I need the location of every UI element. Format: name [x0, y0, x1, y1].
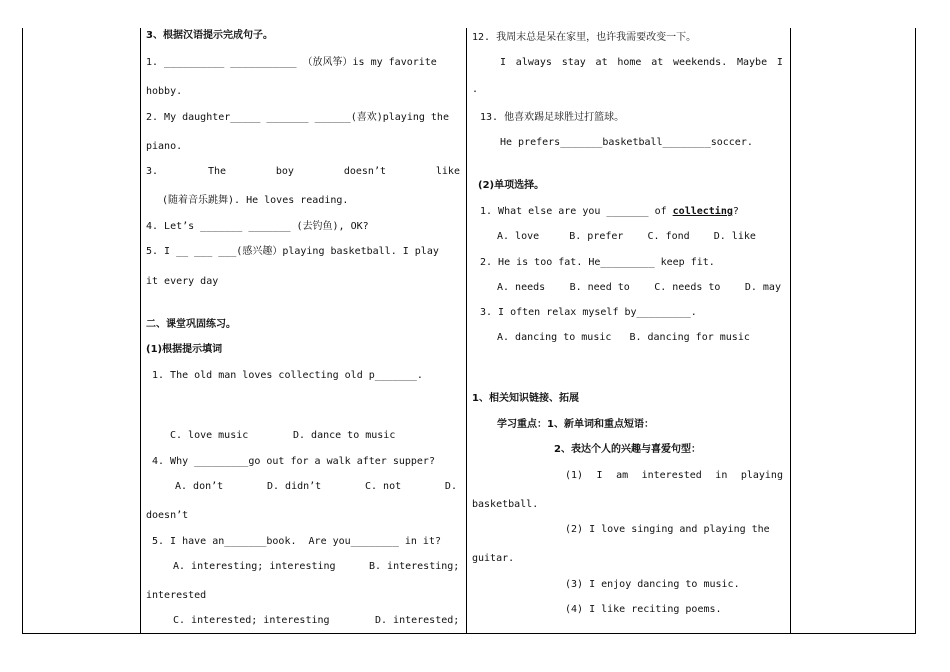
- option-b: B. need to: [569, 282, 630, 293]
- question-4: 4. Why _________go out for a walk after supper?: [152, 456, 435, 467]
- mcq-3: 3. I often relax myself by_________.: [480, 307, 697, 318]
- question-5-option-b-tail: interested: [146, 590, 207, 601]
- section-1-heading: 1、相关知识链接、拓展: [472, 393, 579, 404]
- word: playing: [740, 470, 783, 481]
- question-4-options: [175, 481, 457, 493]
- question-5-option-d: D. interested;: [375, 615, 460, 626]
- sentence-3-line-b: (随着音乐跳舞). He loves reading.: [162, 195, 349, 206]
- question-5-option-b: B. interesting;: [369, 561, 460, 572]
- word: weekends.: [673, 57, 728, 68]
- pattern-1-line-b: basketball.: [472, 499, 539, 510]
- word: I: [776, 57, 783, 68]
- focus-line-1: 学习重点：1、新单词和重点短语：: [497, 419, 654, 430]
- sentence-4: 4. Let’s _______ _______ (去钓鱼), OK?: [146, 221, 369, 232]
- subsection-1-heading: (1)根据提示填词: [146, 344, 223, 355]
- sentence-12-chinese: 12. 我周末总是呆在家里，也许我需要改变一下。: [472, 32, 697, 43]
- question-3-option-d: D. dance to music: [293, 430, 396, 441]
- word: stay: [561, 57, 586, 68]
- word: I: [596, 470, 603, 481]
- question-5-option-a: A. interesting; interesting: [173, 561, 336, 572]
- word: Maybe: [736, 57, 768, 68]
- word: I: [500, 57, 507, 68]
- mcq-1-options: A. love B. prefer C. fond D. like: [497, 231, 756, 242]
- question-5: 5. I have an_______book. Are you________ in it?: [152, 536, 441, 547]
- pattern-2-line-b: guitar.: [472, 553, 515, 564]
- option-c: C. needs to: [654, 282, 721, 293]
- word: always: [515, 57, 552, 68]
- word: boy: [275, 166, 294, 177]
- pattern-3: (3) I enjoy dancing to music.: [565, 579, 740, 590]
- word: The: [207, 166, 226, 177]
- pattern-4: (4) I like reciting poems.: [565, 604, 722, 615]
- option-d: D. may: [744, 282, 781, 293]
- word: in: [715, 470, 728, 481]
- section-2-heading: 二、课堂巩固练习。: [146, 319, 236, 330]
- mcq-1-keyword: collecting: [672, 206, 733, 217]
- mcq-1-text: 1. What else are you _______ of: [480, 206, 673, 217]
- sentence-2-line-b: piano.: [146, 141, 183, 152]
- mcq-2: 2. He is too fat. He_________ keep fit.: [480, 257, 715, 268]
- option-a: A. needs: [497, 282, 546, 293]
- word: like: [435, 166, 460, 177]
- option-a: A. don’t: [175, 481, 224, 492]
- word: home: [617, 57, 642, 68]
- mcq-3-options: A. dancing to music B. dancing for music: [497, 332, 750, 343]
- mcq-1: [480, 206, 739, 218]
- question-1: 1. The old man loves collecting old p_______.: [152, 370, 423, 381]
- question-3-option-c: C. love music: [170, 430, 249, 441]
- word: doesn’t: [343, 166, 386, 177]
- option-d: D. didn’t: [266, 481, 322, 492]
- sentence-13-english: He prefers_______basketball________soccer.: [500, 137, 753, 148]
- sentence-12-english: [500, 57, 783, 69]
- option-c: C. not: [364, 481, 402, 492]
- question-5-option-c: C. interested; interesting: [173, 615, 330, 626]
- word: am: [616, 470, 629, 481]
- sentence-5-line-b: it every day: [146, 276, 219, 287]
- pattern-1-line-a: [565, 470, 783, 482]
- word: at: [595, 57, 608, 68]
- question-4-tail: doesn’t: [146, 510, 189, 521]
- word: 3.: [146, 166, 159, 177]
- pattern-2-line-a: (2) I love singing and playing the: [565, 524, 770, 535]
- column-divider-3: [790, 28, 791, 634]
- sentence-3-line-a: [146, 166, 460, 178]
- word: interested: [641, 470, 702, 481]
- mcq-1-end: ?: [732, 206, 739, 217]
- sentence-12-period: .: [472, 84, 479, 95]
- subsection-2-heading: (2)单项选择。: [478, 180, 545, 191]
- mcq-2-options: [497, 282, 781, 294]
- sentence-5-line-a: 5. I __ ___ ___(感兴趣）playing basketball. I play: [146, 246, 439, 257]
- focus-line-2: 2、表达个人的兴趣与喜爱句型：: [554, 444, 701, 455]
- sentence-1-line-b: hobby.: [146, 86, 183, 97]
- option-d-2: D.: [444, 481, 457, 492]
- sentence-2-line-a: 2. My daughter_____ _______ ______(喜欢)playing the: [146, 112, 449, 123]
- word: at: [651, 57, 664, 68]
- column-divider-1: [140, 28, 141, 634]
- sentence-1-line-a: 1. __________ ___________ （放风筝）is my favorite: [146, 57, 437, 68]
- column-divider-2: [466, 28, 467, 634]
- sentence-13-chinese: 13. 他喜欢踢足球胜过打篮球。: [480, 112, 625, 123]
- section-3-heading: 3、根据汉语提示完成句子。: [146, 30, 273, 41]
- word: (1): [565, 470, 584, 481]
